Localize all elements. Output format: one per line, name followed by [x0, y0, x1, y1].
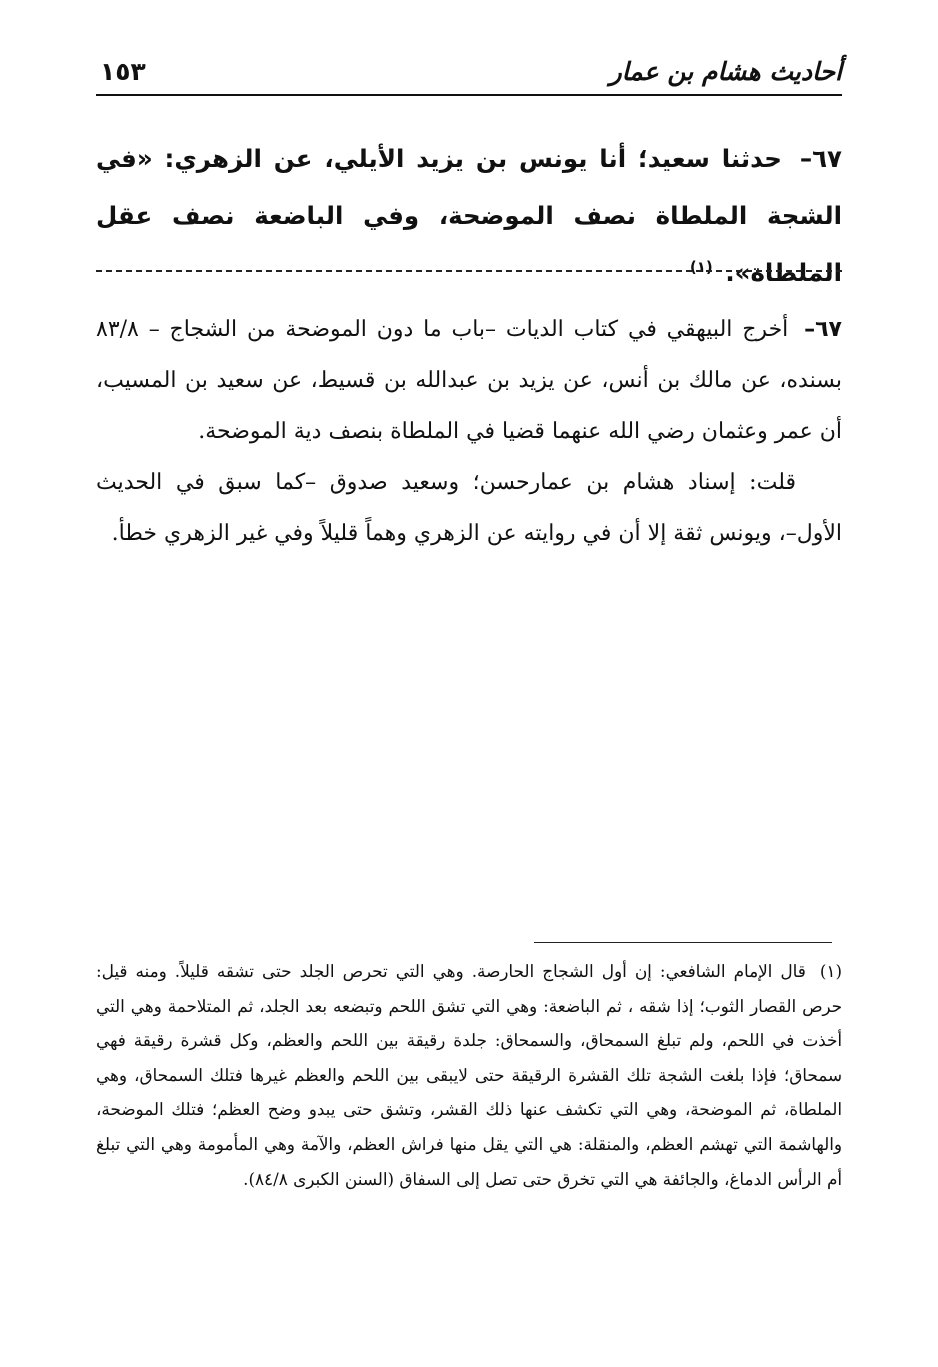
commentary-text: قلت: إسناد هشام بن عمارحسن؛ وسعيد صدوق –كما سبق في الحديث الأول–، ويونس ثقة إلا أن في روايته عن الزهري وهماً قليلاً وفي غير الزهري خطأ.: [96, 470, 842, 546]
hadith-text-block: [96, 130, 842, 301]
footnote-reference[interactable]: (١): [689, 257, 713, 276]
footnote-block: [96, 954, 842, 1196]
takhrij-number: ٦٧–: [804, 317, 842, 342]
footnote-separator: [534, 942, 832, 943]
running-title: أحاديث هشام بن عمار: [609, 57, 842, 86]
footnote-text: قال الإمام الشافعي: إن أول الشجاج الحارصة. وهي التي تحرص الجلد حتى تشقه قليلاً. ومنه قيل: حرص القصار الثوب؛ إذا شقه ، ثم الباضعة: وهي التي تشق اللحم وتبضعه بعد الجلد، ثم المتلاحمة وهي التي أخذت في اللحم، ولم تبلغ السمحاق، والسمحاق: جلدة رقيقة بين اللحم والعظم، وكل قشرة رقيقة فهي سمحاق؛ فإذا بلغت الشجة تلك القشرة الرقيقة حتى لايبقى بين اللحم والعظم غيرها فتلك السمحاق، وهي الملطاة، ثم الموضحة، وهي التي تكشف عنها ذلك القشر، وتشق حتى يبدو وضح العظم؛ فتلك الموضحة، والهاشمة التي تهشم العظم، والمنقلة: هي التي يقل منها فراش العظم، والآمة وهي المأمومة وهي التي تبلغ أم الرأس الدماغ، والجائفة هي التي تخرق حتى تصل إلى السفاق (السنن الكبرى ٨٤/٨).: [96, 961, 842, 1189]
commentary-block: [96, 457, 842, 559]
footnote-marker: (١): [819, 961, 842, 981]
page-number: ١٥٣: [100, 57, 146, 86]
hadith-text: حدثنا سعيد؛ أنا يونس بن يزيد الأيلي، عن الزهري: «في الشجة الملطاة نصف الموضحة، وفي الباضعة نصف عقل الملطاة».: [96, 144, 842, 287]
takhrij-text: أخرج البيهقي في كتاب الديات –باب ما دون الموضحة من الشجاج – ٨٣/٨ بسنده، عن مالك بن أنس، عن يزيد بن عبدالله بن قسيط، عن سعيد بن المسيب، أن عمر وعثمان رضي الله عنهما قضيا في الملطاة بنصف دية الموضحة.: [96, 317, 842, 444]
hadith-number: ٦٧–: [799, 144, 842, 173]
page-header: [96, 54, 842, 96]
takhrij-block: [96, 304, 842, 457]
dashed-divider: [96, 270, 842, 272]
